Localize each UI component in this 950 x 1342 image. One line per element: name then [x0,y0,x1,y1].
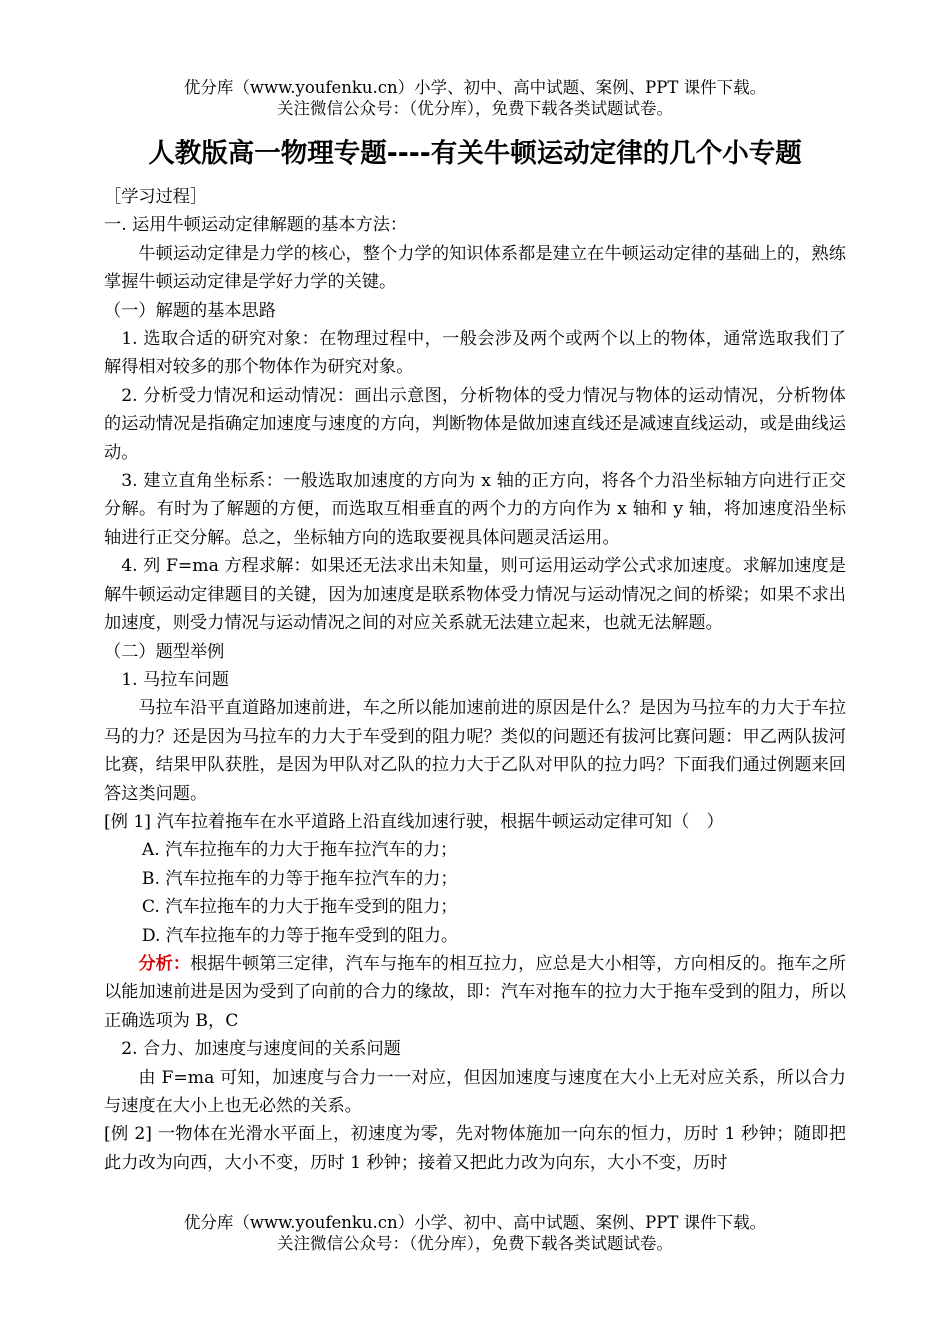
example-1-option-d: D. 汽车拉拖车的力等于拖车受到的阻力。 [141,925,459,946]
footer-line-1: 优分库（www.youfenku.cn）小学、初中、高中试题、案例、PPT 课件下载。 [183,1213,767,1232]
topic-1-paragraph: 马拉车沿平直道路加速前进，车之所以能加速前进的原因是什么？是因为马拉车的力大于车拉马的力？还是因为马拉车的力大于车受到的阻力呢？类似的问题还有拔河比赛问题：甲乙两队拔河比赛，结果甲队获胜，是因为甲队对乙队的拉力大于乙队对甲队的拉力吗？下面我们通过例题来回答这类问题。 [104,698,846,804]
topic-2-heading: 2. 合力、加速度与速度间的关系问题 [121,1039,401,1060]
document-body [104,183,846,1177]
example-1-option-a: A. 汽车拉拖车的力大于拖车拉汽车的力； [141,840,458,861]
step-1-paragraph: 1. 选取合适的研究对象：在物理过程中，一般会涉及两个或两个以上的物体，通常选取我们了解得相对较多的那个物体作为研究对象。 [104,329,846,378]
analysis-label: 分析： [138,953,191,974]
analysis-text: 根据牛顿第三定律，汽车与拖车的相互拉力，应总是大小相等，方向相反的。拖车之所以能加速前进是因为受到了向前的合力的缘故，即：汽车对拖车的拉力大于拖车受到的阻力，所以正确选项为 B，C [104,953,846,1031]
subsection-1-heading: （一）解题的基本思路 [104,300,276,321]
header-line-2: 关注微信公众号：（优分库），免费下载各类试题试卷。 [277,99,673,118]
page-footer [0,1212,950,1254]
document-title: 人教版高一物理专题----有关牛顿运动定律的几个小专题 [148,138,802,169]
example-2-paragraph: [例 2] 一物体在光滑水平面上，初速度为零，先对物体施加一向东的恒力，历时 1 秒钟；随即把此力改为向西，大小不变，历时 1 秒钟；接着又把此力改为向东，大小不变，历时 [104,1124,846,1173]
intro-paragraph: 牛顿运动定律是力学的核心，整个力学的知识体系都是建立在牛顿运动定律的基础上的，熟练掌握牛顿运动定律是学好力学的关键。 [104,243,846,293]
topic-1-heading: 1. 马拉车问题 [121,669,229,690]
step-3-paragraph: 3. 建立直角坐标系：一般选取加速度的方向为 x 轴的正方向，将各个力沿坐标轴方向进行正交分解。有时为了解题的方便，而选取互相垂直的两个力的方向作为 x 轴和 y 轴，将加速度沿坐标轴进行正交分解。总之，坐标轴方向的选取要视具体问题灵活运用。 [104,471,846,548]
analysis-paragraph [104,950,846,1035]
study-label: ［学习过程］ [104,187,208,207]
step-2-paragraph: 2. 分析受力情况和运动情况：画出示意图，分析物体的受力情况与物体的运动情况，分析物体的运动情况是指确定加速度与速度的方向，判断物体是做加速直线还是减速直线运动，或是曲线运动。 [104,385,846,463]
topic-2-paragraph: 由 F=ma 可知，加速度与合力一一对应，但因加速度与速度在大小上无对应关系，所以合力与速度在大小上也无必然的关系。 [104,1067,846,1116]
example-1-option-c: C. 汽车拉拖车的力大于拖车受到的阻力； [141,897,458,918]
step-4-paragraph: 4. 列 F=ma 方程求解：如果还无法求出未知量，则可运用运动学公式求加速度。求解加速度是解牛顿运动定律题目的关键，因为加速度是联系物体受力情况与运动情况之间的桥梁；如果不求出加速度，则受力情况与运动情况之间的对应关系就无法建立起来，也就无法解题。 [104,556,846,634]
header-line-1: 优分库（www.youfenku.cn）小学、初中、高中试题、案例、PPT 课件下载。 [183,78,767,97]
footer-line-2: 关注微信公众号：（优分库），免费下载各类试题试卷。 [277,1234,673,1253]
section-1-heading: 一. 运用牛顿运动定律解题的基本方法： [104,215,408,236]
example-1-question: [例 1] 汽车拉着拖车在水平道路上沿直线加速行驶，根据牛顿运动定律可知（ ） [104,811,724,832]
example-1-option-b: B. 汽车拉拖车的力等于拖车拉汽车的力； [141,868,458,889]
page-header [0,77,950,119]
subsection-2-heading: （二）题型举例 [104,641,225,662]
